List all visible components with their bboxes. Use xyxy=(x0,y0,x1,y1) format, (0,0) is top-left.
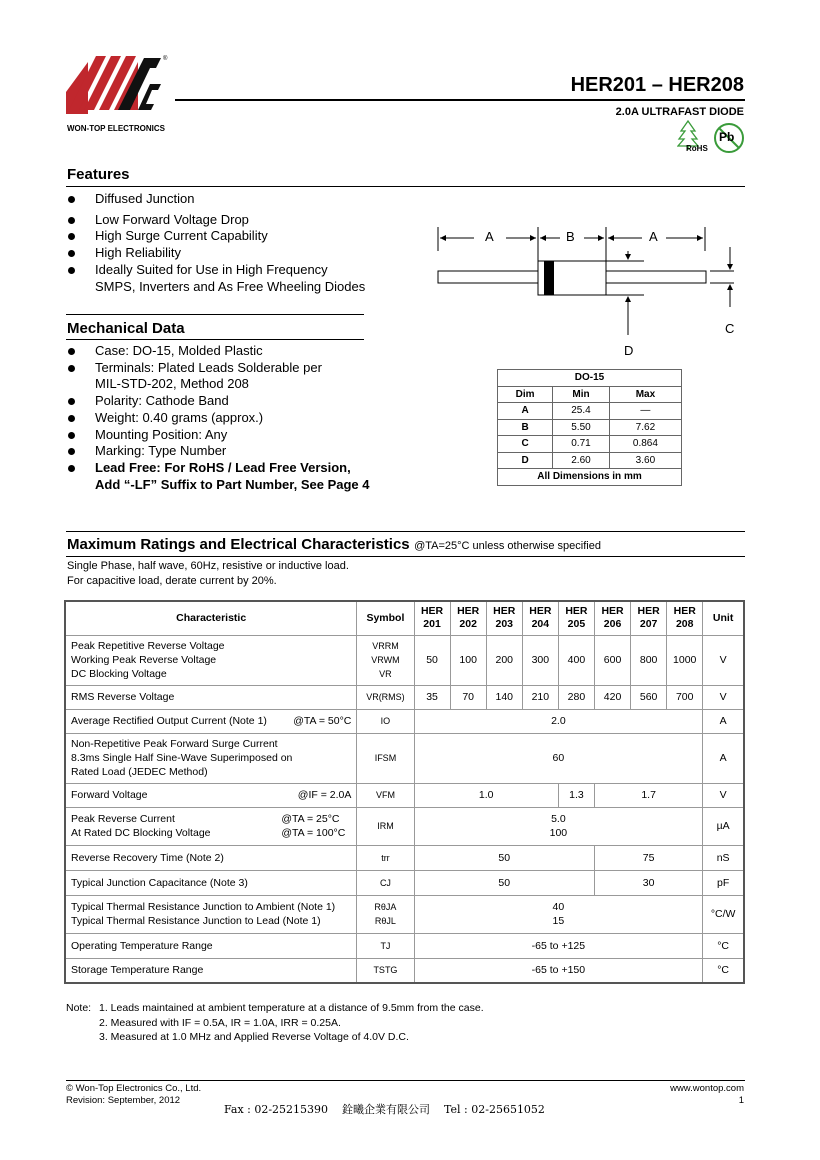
footer-left xyxy=(66,1083,201,1107)
dim-table-header: Dim xyxy=(498,386,553,403)
list-item: Polarity: Cathode Band xyxy=(66,393,370,410)
list-item: High Reliability xyxy=(66,245,365,262)
table-row: B 5.50 7.62 xyxy=(498,419,682,436)
features-list xyxy=(66,191,365,295)
header-part: HER 202 xyxy=(450,601,486,635)
table-row: Average Rectified Output Current (Note 1) @TA = 50°C IO 2.0 A xyxy=(65,709,744,733)
table-row: Typical Junction Capacitance (Note 3) CJ 50 30 pF xyxy=(65,870,744,895)
table-row: Reverse Recovery Time (Note 2) trr 50 75 nS xyxy=(65,845,744,870)
header-part: HER 201 xyxy=(414,601,450,635)
dim-table-footer: All Dimensions in mm xyxy=(498,469,682,486)
table-row: Storage Temperature Range TSTG -65 to +150 °C xyxy=(65,958,744,983)
notes-list xyxy=(99,1001,484,1045)
mechanical-title: Mechanical Data xyxy=(67,320,185,337)
ratings-title: Maximum Ratings and Electrical Characteristics xyxy=(67,536,410,553)
list-item: Marking: Type Number xyxy=(66,443,370,460)
do15-package-diagram xyxy=(434,225,746,365)
company-logo xyxy=(66,52,171,120)
ratings-note-1: Single Phase, half wave, 60Hz, resistive or inductive load. xyxy=(67,560,349,572)
dim-label-a-left: A xyxy=(485,229,494,244)
list-item: High Surge Current Capability xyxy=(66,228,365,245)
mechanical-underline xyxy=(66,339,364,340)
header-symbol: Symbol xyxy=(357,601,414,635)
header-part: HER 208 xyxy=(667,601,703,635)
dim-table-header: Max xyxy=(609,386,681,403)
dim-label-d: D xyxy=(624,343,634,358)
company-logo-text: WON-TOP ELECTRONICS xyxy=(67,124,165,133)
table-row: Forward Voltage @IF = 2.0A VFM 1.0 1.3 1.7 V xyxy=(65,783,744,807)
table-row: RMS Reverse Voltage VR(RMS) 35 70 140 210 280 420 560 700 V xyxy=(65,685,744,709)
rohs-label: RoHS xyxy=(686,144,708,153)
list-item: Terminals: Plated Leads Solderable per xyxy=(66,360,370,377)
ratings-top-rule xyxy=(66,531,745,532)
ratings-condition: @TA=25°C unless otherwise specified xyxy=(414,540,601,552)
features-rule xyxy=(66,186,745,187)
list-item: Weight: 0.40 grams (approx.) xyxy=(66,410,370,427)
note-item: 1. Leads maintained at ambient temperature at a distance of 9.5mm from the case. xyxy=(99,1002,484,1014)
fax-tel-line: Fax : 02-25215390 銓曦企業有限公司 Tel : 02-25651052 xyxy=(224,1103,545,1116)
svg-text:®: ® xyxy=(163,56,168,62)
ratings-underline xyxy=(66,556,745,557)
ratings-heading xyxy=(67,536,601,554)
list-item: Case: DO-15, Molded Plastic xyxy=(66,343,370,360)
header-unit: Unit xyxy=(703,601,744,635)
header-part: HER 203 xyxy=(486,601,522,635)
header-characteristic: Characteristic xyxy=(65,601,357,635)
list-item-continuation: SMPS, Inverters and As Free Wheeling Diodes xyxy=(95,278,366,294)
mechanical-rule xyxy=(66,314,364,315)
list-item-lead-free: Lead Free: For RoHS / Lead Free Version, xyxy=(66,460,370,477)
rohs-badge xyxy=(677,120,711,156)
diode-outline-icon xyxy=(434,225,746,365)
list-item: Low Forward Voltage Drop xyxy=(66,212,365,229)
mechanical-list xyxy=(66,343,370,493)
dim-label-c: C xyxy=(725,321,735,336)
table-row: Typical Thermal Resistance Junction to Ambient (Note 1) Typical Thermal Resistance Junction to Lead (Note 1) RθJA RθJL 40 15 °C/W xyxy=(65,895,744,933)
page-subtitle: 2.0A ULTRAFAST DIODE xyxy=(615,106,744,118)
table-row: A 25.4 — xyxy=(498,403,682,420)
table-row: D 2.60 3.60 xyxy=(498,452,682,469)
table-row: Peak Reverse Current @TA = 25°C At Rated DC Blocking Voltage @TA = 100°C IRM 5.0 100 µA xyxy=(65,807,744,845)
ratings-table xyxy=(64,600,745,984)
table-row: Operating Temperature Range TJ -65 to +125 °C xyxy=(65,933,744,958)
table-row: Non-Repetitive Peak Forward Surge Current 8.3ms Single Half Sine-Wave Superimposed on Rated Load (JEDEC Method) IFSM 60 A xyxy=(65,733,744,783)
footer-copyright: © Won-Top Electronics Co., Ltd. xyxy=(66,1083,202,1094)
dim-label-b: B xyxy=(566,229,575,244)
pb-label: Pb xyxy=(719,130,735,144)
footer-page-number: 1 xyxy=(738,1095,744,1106)
table-row: Peak Repetitive Reverse Voltage Working Peak Reverse Voltage DC Blocking Voltage VRRM VRWM VR 50 100 200 300 400 600 800 1000 V xyxy=(65,635,744,685)
header-part: HER 205 xyxy=(558,601,594,635)
table-row: C 0.71 0.864 xyxy=(498,436,682,453)
footer-website: www.wontop.com xyxy=(670,1083,744,1094)
note-item: 3. Measured at 1.0 MHz and Applied Reverse Voltage of 4.0V D.C. xyxy=(99,1031,409,1043)
ratings-note-2: For capacitive load, derate current by 20%. xyxy=(67,575,277,587)
dimension-table xyxy=(497,369,682,486)
list-item: Ideally Suited for Use in High Frequency xyxy=(66,262,365,279)
title-rule xyxy=(175,99,745,101)
list-item: Diffused Junction xyxy=(66,191,365,208)
pb-free-badge xyxy=(713,122,745,154)
notes-label: Note: xyxy=(66,1002,92,1014)
page-title: HER201 – HER208 xyxy=(570,74,744,96)
won-top-logo-icon xyxy=(66,52,171,120)
list-item: Mounting Position: Any xyxy=(66,427,370,444)
list-item-continuation: MIL-STD-202, Method 208 xyxy=(95,376,249,392)
header-part: HER 207 xyxy=(631,601,667,635)
dim-table-title: DO-15 xyxy=(498,370,682,387)
footer-rule xyxy=(66,1080,745,1081)
note-item: 2. Measured with IF = 0.5A, IR = 1.0A, IRR = 0.25A. xyxy=(99,1016,341,1029)
header-part: HER 204 xyxy=(522,601,558,635)
footer-right xyxy=(670,1083,744,1107)
header-part: HER 206 xyxy=(594,601,630,635)
dim-table-header: Min xyxy=(553,386,610,403)
dim-label-a-right: A xyxy=(649,229,658,244)
features-title: Features xyxy=(67,166,130,183)
list-item-continuation: Add “-LF” Suffix to Part Number, See Page 4 xyxy=(95,476,370,492)
footer-revision: Revision: September, 2012 xyxy=(66,1095,181,1106)
